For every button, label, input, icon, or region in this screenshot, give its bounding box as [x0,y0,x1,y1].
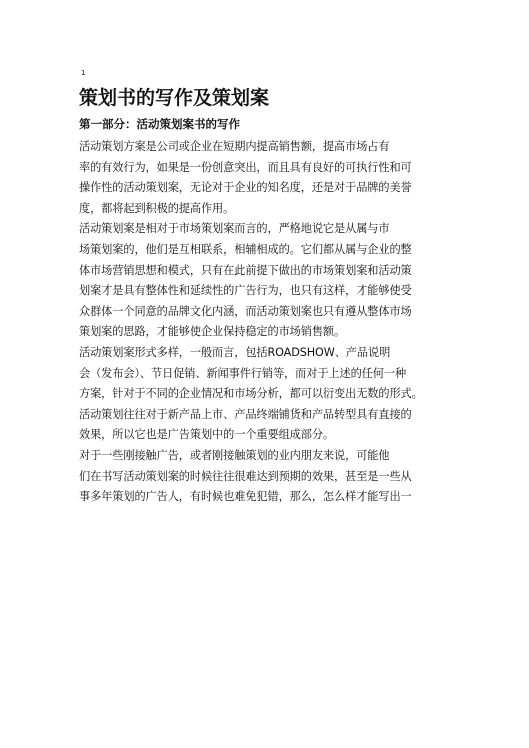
text-line: 活动策划方案是公司或企业在短期内提高销售额，提高市场占有 [79,140,390,153]
text-line: 们在书写活动策划案的时候往往很难达到预期的效果，甚至是一些从 [79,469,412,483]
text-line: 会（发布会）、节日促销、新闻事件行销等，而对于上述的任何一种 [79,366,407,380]
text-line: 活动策划往往对于新产品上市、产品终端铺货和产品转型具有直接的 [79,407,412,421]
text-line: 活动策划案是相对于市场策划案而言的，严格地说它是从属与市 [79,222,390,236]
page-number: 1 [81,69,86,77]
body-text [79,137,439,508]
text-line: 方案，针对于不同的企业情况和市场分析，都可以衍变出无数的形式。 [79,387,423,401]
text-line: 活动策划案形式多样，一般而言，包括ROADSHOW、产品说明 [79,345,391,359]
text-line: 场策划案的，他们是互相联系，相辅相成的。它们都从属与企业的整 [79,242,412,256]
text-line: 效果，所以它也是广告策划中的一个重要组成部分。 [79,428,335,442]
text-line: 率的有效行为，如果是一份创意突出，而且具有良好的可执行性和可 [79,160,412,174]
text-line: 事多年策划的广告人，有时候也难免犯错，那么，怎么样才能写出一 [79,490,412,504]
text-line: 众群体一个同意的品牌文化内涵，而活动策划案也只有遵从整体市场 [79,304,412,318]
text-line: 策划案的思路，才能够使企业保持稳定的市场销售额。 [79,325,346,339]
text-line: 划案才是具有整体性和延续性的广告行为，也只有这样，才能够使受 [79,284,412,298]
text-line: 操作性的活动策划案，无论对于企业的知名度，还是对于品牌的美誉 [79,181,412,195]
text-line: 体市场营销思想和模式，只有在此前提下做出的市场策划案和活动策 [79,263,412,277]
text-line: 对于一些刚接触广告，或者刚接触策划的业内朋友来说，可能他 [79,448,390,462]
text-line: 度，都将起到积极的提高作用。 [79,201,235,215]
document-title: 策划书的写作及策划案 [79,87,270,109]
section-heading: 第一部分：活动策划案书的写作 [79,117,240,131]
